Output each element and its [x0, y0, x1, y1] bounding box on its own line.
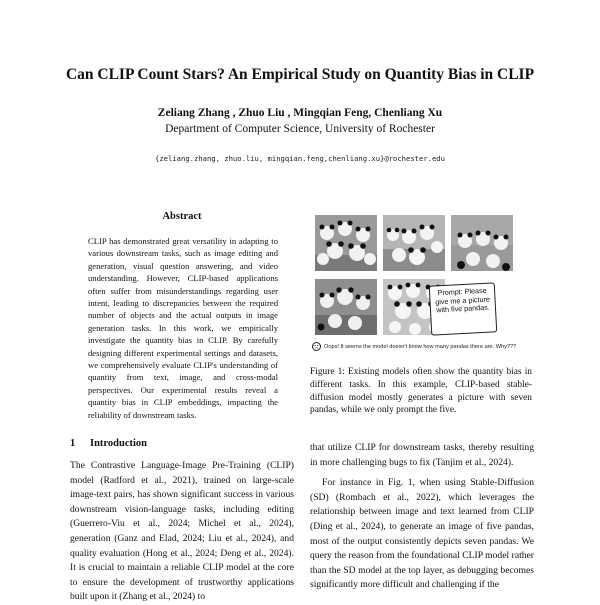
prompt-note	[429, 282, 498, 335]
panda-image	[451, 215, 513, 271]
paper-title: Can CLIP Count Stars? An Empirical Study on Quantity Bias in CLIP	[65, 66, 535, 83]
section-title: Introduction	[90, 438, 147, 449]
introduction-text	[70, 459, 294, 605]
panda-image	[315, 279, 377, 335]
section-number: 1	[70, 438, 76, 449]
column2-paragraph-1: that utilize CLIP for downstream tasks, thereby resulting in more challenging bugs to fix (Tanjim et al., 2024).	[310, 442, 534, 468]
sad-face-icon	[312, 342, 321, 351]
introduction-paragraph: The Contrastive Language-Image Pre-Training (CLIP) model (Radford et al., 2021), trained on large-scale image-text pairs, has shown significant success in various downstream vision-language tasks, including editing (Guerrero-Viu et al., 2024; Michel et al., 2024), generation (Ganz and Elad, 2024; Liu et al., 2024), and quality evaluation (Hong et al., 2024; Deng et al., 2024). It is crucial to maintain a reliable CLIP model at the core to ensure the development of trustworthy applications built upon it (Zhang et al., 2024) to	[70, 460, 294, 603]
oops-text: Oops! It seems the model doesn't know how many pandas there are. Why???	[324, 343, 517, 350]
abstract-heading: Abstract	[162, 211, 202, 222]
prompt-text: Prompt: Please give me a picture with five pandas.	[434, 285, 491, 315]
author-list: Zeliang Zhang , Zhuo Liu , Mingqian Feng, Chenliang Xu	[157, 107, 443, 119]
column2-paragraph-2: For instance in Fig. 1, when using Stable-Diffusion (SD) (Rombach et al., 2022), which leverages the relationship between image and text learned from CLIP (Ding et al., 2024), to generate an image of five pandas, most of the output consistently depicts seven pandas. We query the reason from the foundational CLIP model rather than the SD model at the top layer, as debugging becomes significantly more difficult and challenging if the	[310, 477, 534, 591]
affiliation: Department of Computer Science, University of Rochester	[165, 123, 435, 135]
figure-annotation	[312, 342, 542, 351]
section-heading	[70, 438, 147, 449]
panda-image	[383, 215, 445, 271]
abstract-text: CLIP has demonstrated great versatility in adapting to various downstream tasks, such as image editing and generation, visual question answering, and video understanding. However, CLIP-based applications often suffer from misunderstandings regarding user intent, leading to discrepancies between the required number of objects and the actual outputs in image generation tasks. In this work, we empirically investigate the quantity bias in CLIP. By carefully designing different experimental settings and datasets, we comprehensively evaluate CLIP's understanding of quantity from text, image, and cross-modal perspectives. Our experimental results reveal a quantity bias in CLIP embeddings, impacting the reliability of downstream tasks.	[88, 236, 278, 420]
panda-image	[315, 215, 377, 271]
column2-text	[310, 441, 534, 593]
figure-caption: Figure 1: Existing models often show the quantity bias in different tasks. In this example, CLIP-based stable-diffusion model mostly generates a picture with seven pandas, while we only prompt the five.	[310, 367, 532, 416]
author-emails: {zeliang.zhang, zhuo.liu, mingqian.feng,chenliang.xu}@rochester.edu	[155, 154, 445, 163]
